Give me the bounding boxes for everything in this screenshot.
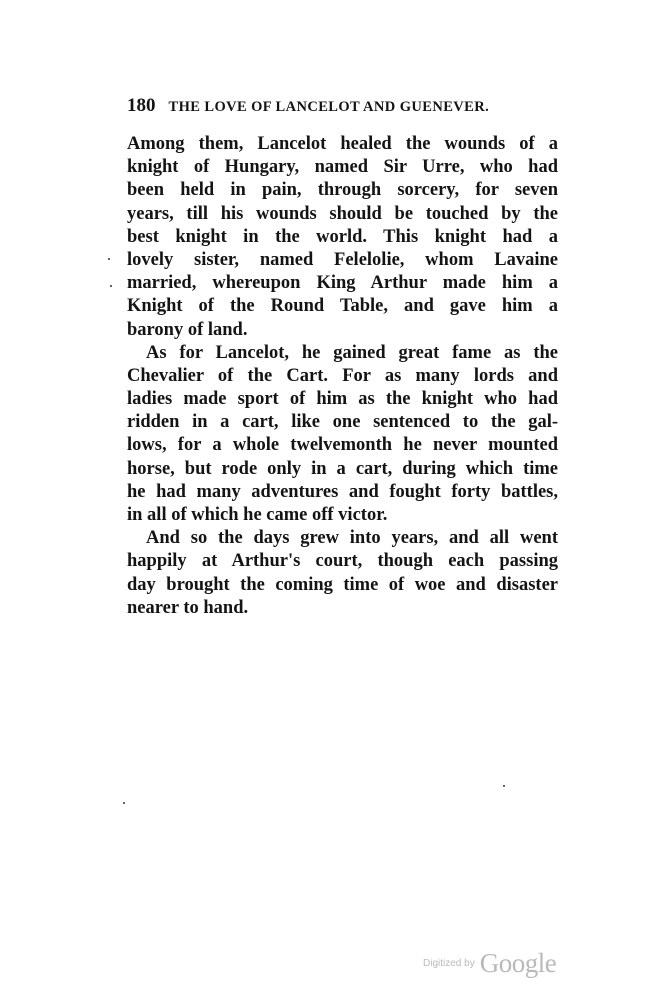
text-line: lovely sister, named Felelolie, whom Lavaine	[127, 249, 558, 270]
text-line: he had many adventures and fought forty battles,	[127, 481, 558, 502]
page-number: 180	[127, 95, 156, 116]
paragraph	[127, 133, 558, 342]
scan-speck	[108, 258, 110, 260]
scan-speck	[110, 285, 112, 287]
text-line: day brought the coming time of woe and disaster	[127, 574, 558, 595]
text-line: Knight of the Round Table, and gave him a	[127, 296, 558, 317]
watermark-prefix: Digitized by	[423, 958, 475, 969]
scan-speck	[123, 802, 125, 804]
text-line: lows, for a whole twelvemonth he never mounted	[127, 435, 558, 456]
digitized-watermark	[423, 948, 556, 979]
running-title: THE LOVE OF LANCELOT AND GUENEVER.	[168, 99, 490, 115]
text-line: As for Lancelot, he gained great fame as the	[146, 342, 558, 363]
watermark-logo: Google	[479, 948, 557, 978]
text-line: Chevalier of the Cart. For as many lords and	[127, 365, 558, 386]
text-line: happily at Arthur's court, though each passing	[127, 551, 558, 572]
paragraph	[127, 342, 558, 528]
text-line: And so the days grew into years, and all went	[146, 528, 558, 549]
scan-speck	[503, 785, 505, 787]
body-text	[127, 133, 558, 620]
text-line: knight of Hungary, named Sir Urre, who had	[127, 157, 558, 178]
text-line: Among them, Lancelot healed the wounds of a	[127, 134, 558, 154]
text-line: best knight in the world. This knight had a	[127, 226, 558, 247]
text-line: ridden in a cart, like one sentenced to the gal-	[127, 412, 558, 433]
text-line: married, whereupon King Arthur made him a	[127, 273, 558, 294]
text-line: nearer to hand.	[127, 597, 249, 618]
text-line: in all of which he came off victor.	[127, 505, 388, 525]
text-line: barony of land.	[127, 319, 248, 340]
text-line: been held in pain, through sorcery, for seven	[127, 180, 558, 201]
paragraph	[127, 527, 558, 620]
text-line: horse, but rode only in a cart, during which time	[127, 458, 558, 479]
text-line: ladies made sport of him as the knight who had	[127, 389, 558, 410]
running-header	[127, 95, 547, 117]
text-line: years, till his wounds should be touched by the	[127, 203, 558, 224]
